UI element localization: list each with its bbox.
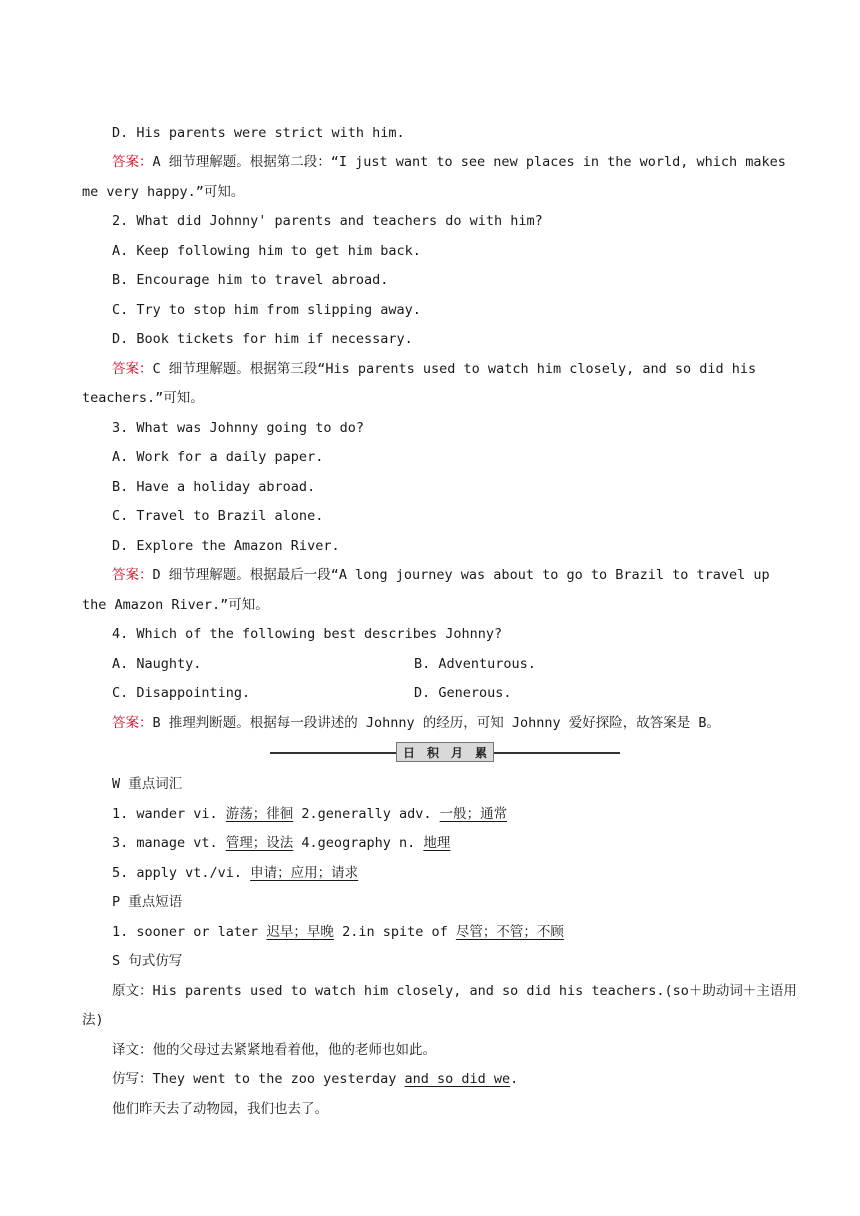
answer-label: 答案： bbox=[112, 715, 153, 731]
sentence-translation: 译文：他的父母过去紧紧地看着他，他的老师也如此。 bbox=[112, 1042, 436, 1058]
answer-text: C 细节理解题。根据第三段“His parents used to watch him closely, and so did his bbox=[152, 361, 757, 377]
q3-answer-cont: the Amazon River.”可知。 bbox=[82, 597, 269, 613]
vocab-answer: 游荡；徘徊 bbox=[225, 806, 294, 822]
q2-answer bbox=[112, 360, 756, 378]
q2-answer-cont: teachers.”可知。 bbox=[82, 390, 204, 406]
q3-option-b: B. Have a holiday abroad. bbox=[112, 479, 316, 495]
phrase-answer: 迟早；早晚 bbox=[266, 924, 334, 940]
vocab-word: 5. apply vt./vi. bbox=[112, 865, 251, 881]
section-banner bbox=[270, 742, 620, 764]
phrase-word: 2.in spite of bbox=[333, 924, 456, 940]
banner-char: 积 bbox=[426, 745, 439, 760]
phrase-word: 1. sooner or later bbox=[112, 924, 267, 940]
banner-rule-left bbox=[270, 752, 396, 754]
answer-label: 答案： bbox=[112, 361, 153, 377]
vocab-answer: 管理；设法 bbox=[225, 835, 294, 851]
banner-box bbox=[396, 742, 494, 762]
q3-option-d: D. Explore the Amazon River. bbox=[112, 538, 340, 554]
q2-option-d: D. Book tickets for him if necessary. bbox=[112, 331, 413, 347]
banner-rule-right bbox=[494, 752, 620, 754]
q1-option-d: D. His parents were strict with him. bbox=[112, 125, 405, 141]
phrases-line-1 bbox=[112, 923, 564, 941]
vocab-line-2 bbox=[112, 834, 450, 852]
q1-answer bbox=[112, 153, 786, 171]
q1-answer-cont: me very happy.”可知。 bbox=[82, 184, 245, 200]
answer-text: D 细节理解题。根据最后一段“A long journey was about to go to Brazil to travel up bbox=[152, 567, 770, 583]
phrase-answer: 尽管；不管；不顾 bbox=[455, 924, 564, 940]
vocab-word: 1. wander vi. bbox=[112, 806, 226, 822]
sentence-original: 原文：His parents used to watch him closely, and so did his teachers.(so＋助动词＋主语用 bbox=[112, 983, 797, 999]
imitation-text: 仿写：They went to the zoo yesterday bbox=[112, 1071, 405, 1087]
q3-answer bbox=[112, 566, 770, 584]
q2-question: 2. What did Johnny' parents and teachers do with him? bbox=[112, 213, 543, 229]
answer-text: B 推理判断题。根据每一段讲述的 Johnny 的经历，可知 Johnny 爱好探险，故答案是 B。 bbox=[152, 715, 721, 731]
banner-char: 累 bbox=[474, 745, 487, 760]
answer-text: A 细节理解题。根据第二段：“I just want to see new places in the world, which makes bbox=[152, 154, 786, 170]
q4-option-b: B. Adventurous. bbox=[414, 656, 536, 672]
q3-option-c: C. Travel to Brazil alone. bbox=[112, 508, 324, 524]
phrases-heading: P 重点短语 bbox=[112, 894, 183, 910]
vocab-line-3 bbox=[112, 864, 358, 882]
sentence-heading: S 句式仿写 bbox=[112, 953, 183, 969]
banner-char: 月 bbox=[450, 745, 463, 760]
vocab-word: 2.generally adv. bbox=[293, 806, 440, 822]
imitation-period: . bbox=[510, 1071, 519, 1087]
q3-question: 3. What was Johnny going to do? bbox=[112, 420, 364, 436]
q3-option-a: A. Work for a daily paper. bbox=[112, 449, 324, 465]
vocab-answer: 申请；应用；请求 bbox=[250, 865, 359, 881]
q2-option-c: C. Try to stop him from slipping away. bbox=[112, 302, 421, 318]
q4-option-a: A. Naughty. bbox=[112, 656, 202, 672]
imitation-answer: and so did we bbox=[404, 1071, 511, 1087]
vocab-answer: 地理 bbox=[423, 835, 451, 851]
vocab-heading: W 重点词汇 bbox=[112, 776, 183, 792]
q4-answer bbox=[112, 714, 720, 732]
q4-option-c: C. Disappointing. bbox=[112, 685, 251, 701]
answer-label: 答案： bbox=[112, 154, 153, 170]
banner-char: 日 bbox=[402, 745, 415, 760]
q4-question: 4. Which of the following best describes Johnny? bbox=[112, 626, 503, 642]
q2-option-b: B. Encourage him to travel abroad. bbox=[112, 272, 389, 288]
sentence-imitation bbox=[112, 1070, 518, 1088]
vocab-word: 3. manage vt. bbox=[112, 835, 226, 851]
vocab-word: 4.geography n. bbox=[293, 835, 424, 851]
sentence-original-cont: 法) bbox=[82, 1012, 104, 1028]
q4-option-d: D. Generous. bbox=[414, 685, 512, 701]
q2-option-a: A. Keep following him to get him back. bbox=[112, 243, 421, 259]
sentence-imitation-cn: 他们昨天去了动物园，我们也去了。 bbox=[112, 1101, 328, 1117]
vocab-answer: 一般；通常 bbox=[439, 806, 508, 822]
answer-label: 答案： bbox=[112, 567, 153, 583]
vocab-line-1 bbox=[112, 805, 507, 823]
